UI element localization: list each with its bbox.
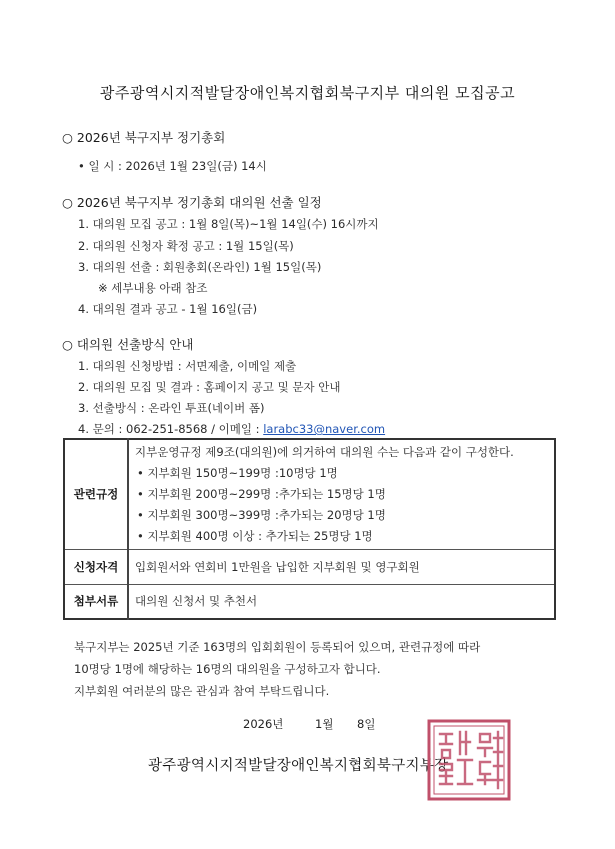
official-seal-icon: [426, 718, 512, 806]
row-head-regulation: 관련규정: [64, 439, 128, 549]
table-row: [64, 584, 555, 619]
section2-item: 2. 대의원 신청자 확정 공고 : 1월 15일(목): [78, 239, 294, 253]
section2-item: 4. 대의원 결과 공고 - 1월 16일(금): [78, 302, 258, 316]
notice-paragraph-line: 지부회원 여러분의 많은 관심과 참여 부탁드립니다.: [74, 684, 330, 698]
eligibility-cell: 입회원서와 연회비 1만원을 납입한 지부회원 및 영구회원: [128, 549, 555, 584]
section2-heading: ○ 2026년 북구지부 정기총회 대의원 선출 일정: [62, 195, 322, 210]
regulation-intro: 지부운영규정 제9조(대의원)에 의거하여 대의원 수는 다음과 같이 구성한다.: [135, 444, 514, 459]
section3-item: 3. 선출방식 : 온라인 투표(네이버 폼): [78, 401, 265, 415]
section2-note: ※ 세부내용 아래 참조: [98, 281, 208, 295]
date-year: 2026년: [243, 717, 284, 731]
row-head-attachments: 첨부서류: [64, 584, 128, 619]
regulation-bullet: • 지부회원 300명~399명 :추가되는 20명당 1명: [137, 507, 386, 522]
section3-heading: ○ 대의원 선출방식 안내: [62, 337, 194, 352]
regulation-bullet: • 지부회원 150명~199명 :10명당 1명: [137, 465, 338, 480]
section1-heading: ○ 2026년 북구지부 정기총회: [62, 130, 226, 145]
date-month: 1월: [315, 717, 334, 731]
regulation-bullet: • 지부회원 400명 이상 : 추가되는 25명당 1명: [137, 528, 373, 543]
contact-prefix: 4. 문의 : 062-251-8568 / 이메일 :: [78, 422, 264, 436]
section2-item: 3. 대의원 선출 : 회원총회(온라인) 1월 15일(목): [78, 260, 322, 274]
notice-title: 광주광역시지적발달장애인복지협회북구지부 대의원 모집공고: [99, 84, 516, 102]
section3-item: 2. 대의원 모집 및 결과 : 홈페이지 공고 및 문자 안내: [78, 380, 341, 394]
section3-item: 1. 대의원 신청방법 : 서면제출, 이메일 제출: [78, 359, 297, 373]
signature: 광주광역시지적발달장애인복지협회북구지부장: [148, 758, 449, 774]
attachments-cell: 대의원 신청서 및 추천서: [128, 584, 555, 619]
requirements-table: [63, 438, 556, 620]
notice-paragraph-line: 10명당 1명에 해당하는 16명의 대의원을 구성하고자 합니다.: [74, 662, 381, 676]
contact-line: [78, 421, 385, 437]
row-head-eligibility: 신청자격: [64, 549, 128, 584]
notice-paragraph-line: 북구지부는 2025년 기준 163명의 입회회원이 등록되어 있으며, 관련규정에 따라: [74, 640, 481, 654]
section1-item: • 일 시 : 2026년 1월 23일(금) 14시: [78, 159, 267, 173]
table-row: [64, 549, 555, 584]
section2-item: 1. 대의원 모집 공고 : 1월 8일(목)~1월 14일(수) 16시까지: [78, 217, 379, 231]
regulation-cell: [128, 439, 555, 549]
regulation-bullet: • 지부회원 200명~299명 :추가되는 15명당 1명: [137, 486, 386, 501]
date-day: 8일: [357, 717, 376, 731]
table-row: [64, 439, 555, 549]
contact-email-link[interactable]: larabc33@naver.com: [263, 422, 386, 436]
